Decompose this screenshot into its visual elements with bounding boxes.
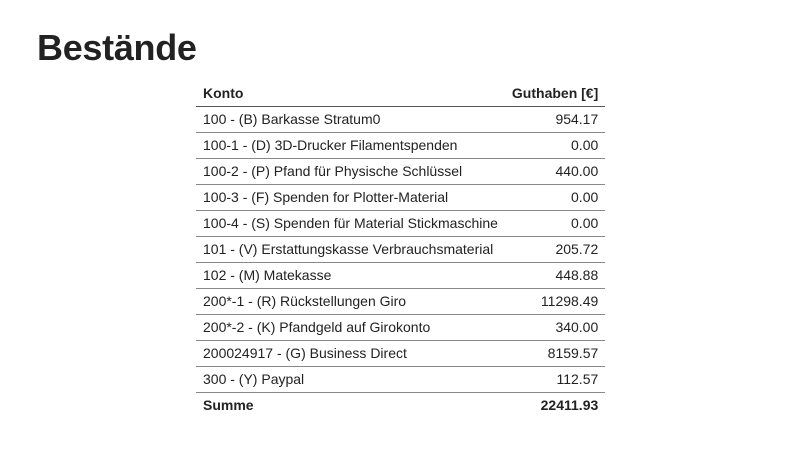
column-header-account: Konto [196, 81, 505, 107]
total-label: Summe [196, 393, 505, 419]
balance-cell: 0.00 [505, 185, 605, 211]
balance-cell: 8159.57 [505, 341, 605, 367]
balance-cell: 0.00 [505, 133, 605, 159]
balance-cell: 954.17 [505, 107, 605, 133]
table-header-row [196, 81, 605, 107]
table-row [196, 211, 605, 237]
balance-cell: 11298.49 [505, 289, 605, 315]
balances-table [196, 81, 605, 418]
column-header-balance: Guthaben [€] [505, 81, 605, 107]
balance-cell: 440.00 [505, 159, 605, 185]
table-row [196, 107, 605, 133]
balance-cell: 340.00 [505, 315, 605, 341]
table-row [196, 237, 605, 263]
account-cell: 200*-2 - (K) Pfandgeld auf Girokonto [196, 315, 505, 341]
balance-cell: 112.57 [505, 367, 605, 393]
table-row [196, 315, 605, 341]
table-row [196, 159, 605, 185]
total-value: 22411.93 [505, 393, 605, 419]
table-row [196, 185, 605, 211]
account-cell: 100 - (B) Barkasse Stratum0 [196, 107, 505, 133]
total-row [196, 393, 605, 419]
table-row [196, 263, 605, 289]
table-row [196, 289, 605, 315]
account-cell: 100-1 - (D) 3D-Drucker Filamentspenden [196, 133, 505, 159]
account-cell: 100-2 - (P) Pfand für Physische Schlüssel [196, 159, 505, 185]
page-title: Bestände [37, 27, 197, 68]
table-row [196, 367, 605, 393]
account-cell: 200024917 - (G) Business Direct [196, 341, 505, 367]
account-cell: 100-3 - (F) Spenden for Plotter-Material [196, 185, 505, 211]
account-cell: 100-4 - (S) Spenden für Material Stickmaschine [196, 211, 505, 237]
balance-cell: 0.00 [505, 211, 605, 237]
account-cell: 102 - (M) Matekasse [196, 263, 505, 289]
table-row [196, 341, 605, 367]
account-cell: 200*-1 - (R) Rückstellungen Giro [196, 289, 505, 315]
account-cell: 300 - (Y) Paypal [196, 367, 505, 393]
table-row [196, 133, 605, 159]
balance-cell: 448.88 [505, 263, 605, 289]
account-cell: 101 - (V) Erstattungskasse Verbrauchsmaterial [196, 237, 505, 263]
balance-cell: 205.72 [505, 237, 605, 263]
